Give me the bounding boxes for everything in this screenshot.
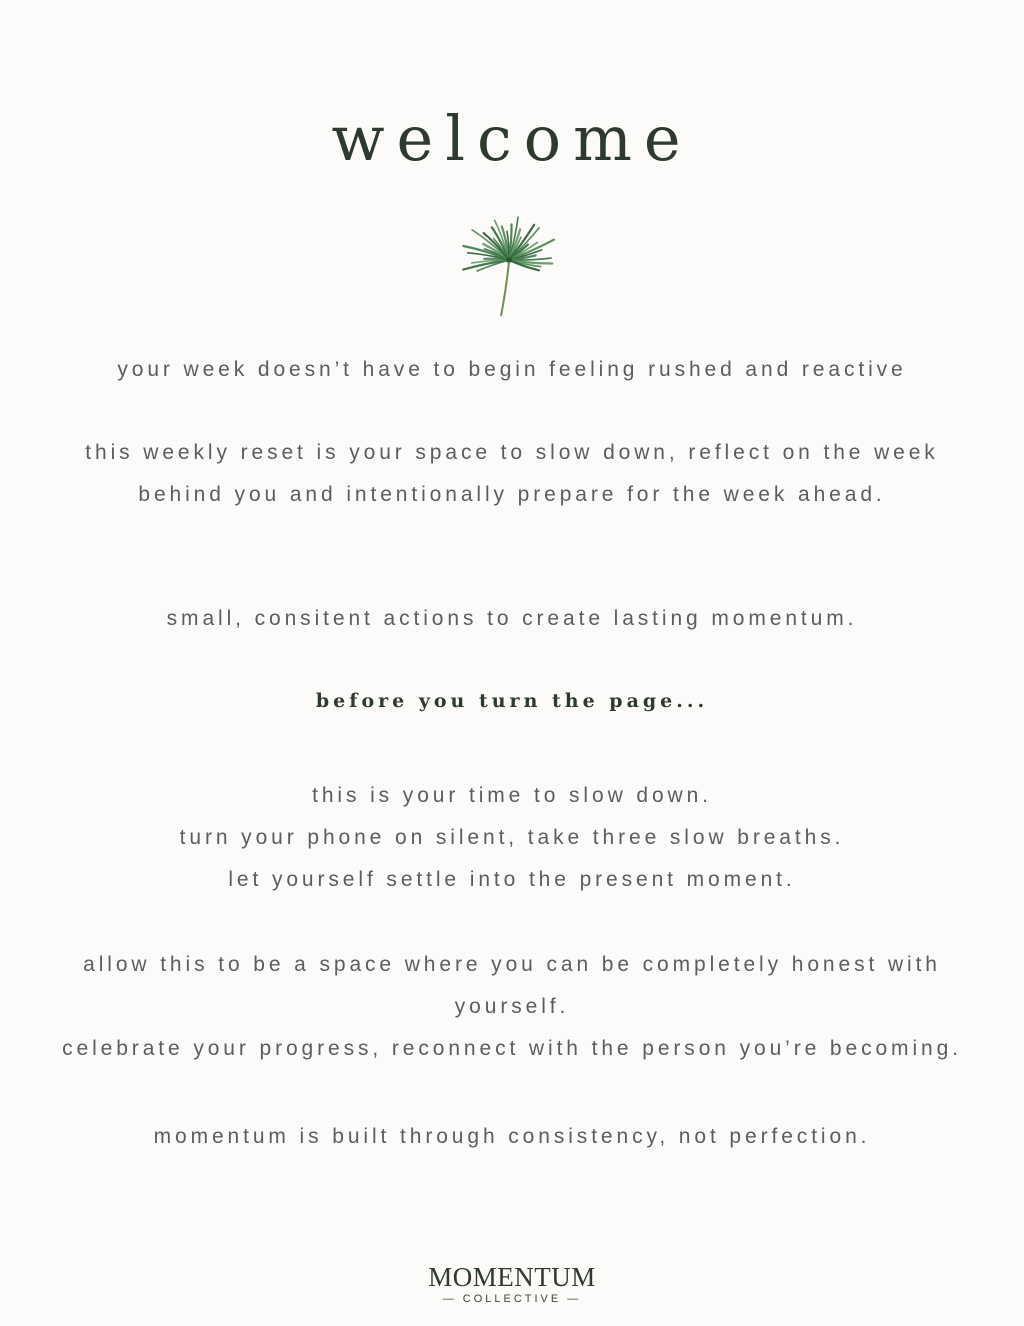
momentum-statement: small, consitent actions to create lasting momentum. bbox=[166, 607, 858, 630]
block-line: turn your phone on silent, take three slow breaths. bbox=[179, 826, 845, 849]
block-line: yourself. bbox=[454, 995, 570, 1018]
description-paragraph: this weekly reset is your space to slow down, reflect on the week behind you and intentionally prepare for the week ahead. bbox=[85, 441, 939, 506]
intro-text: your week doesn’t have to begin feeling rushed and reactive bbox=[117, 358, 907, 381]
logo-wordmark: MOMENTUM bbox=[428, 1262, 596, 1292]
block-line: celebrate your progress, reconnect with the person you’re becoming. bbox=[62, 1037, 962, 1060]
palm-leaf-icon bbox=[457, 198, 567, 322]
slow-down-block bbox=[0, 775, 1024, 901]
block-line: allow this to be a space where you can be completely honest with bbox=[83, 953, 941, 976]
page-title: welcome bbox=[331, 102, 693, 175]
subheading: before you turn the page... bbox=[315, 690, 709, 712]
block-line: this is your time to slow down. bbox=[312, 784, 712, 807]
brand-logo bbox=[0, 1262, 1024, 1306]
logo-subtitle: — COLLECTIVE — bbox=[442, 1293, 582, 1305]
honesty-block bbox=[0, 944, 1024, 1070]
block-line: let yourself settle into the present moment. bbox=[228, 868, 796, 891]
closing-statement: momentum is built through consistency, not perfection. bbox=[153, 1125, 871, 1148]
